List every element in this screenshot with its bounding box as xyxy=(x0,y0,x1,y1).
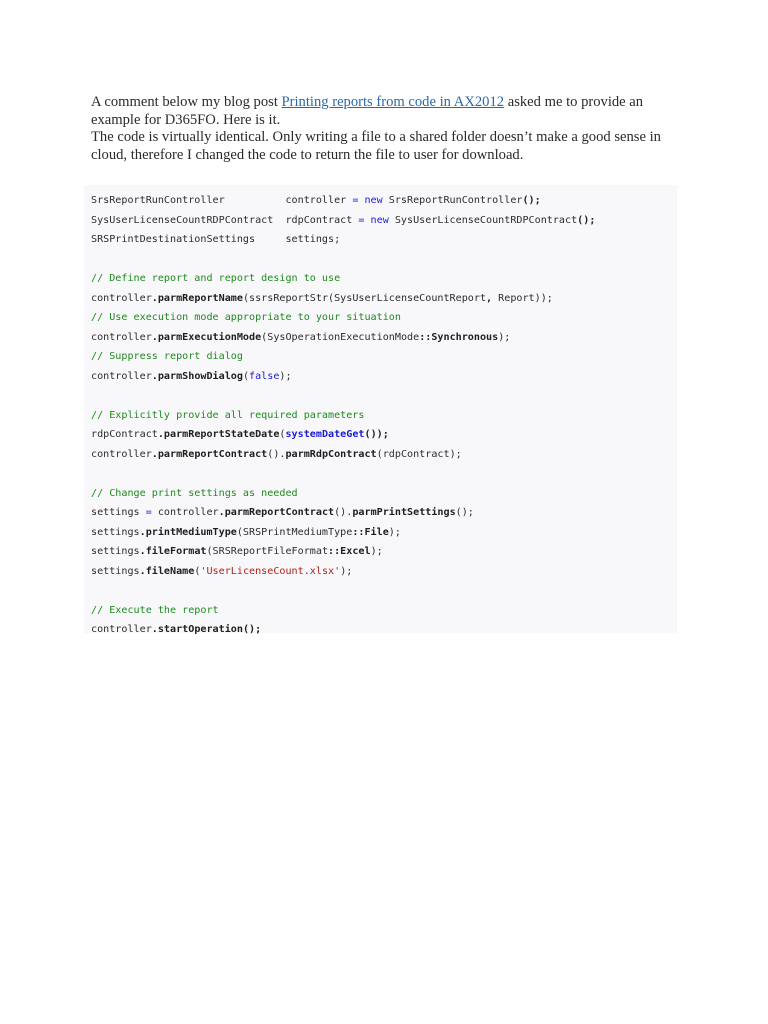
code-token: (SysOperationExecutionMode xyxy=(261,331,420,343)
code-token: ); xyxy=(279,370,292,382)
code-token: SrsReportRunController controller xyxy=(91,195,353,206)
code-comment: // Suppress report dialog xyxy=(91,351,243,362)
code-block xyxy=(84,185,677,633)
code-blank-line xyxy=(91,250,677,270)
code-keyword: new xyxy=(364,195,383,206)
code-line xyxy=(91,211,677,231)
code-method: .startOperation xyxy=(151,624,243,635)
code-token: controller xyxy=(91,448,152,460)
code-line xyxy=(91,328,677,348)
code-token: controller xyxy=(91,624,152,635)
code-token: ::File xyxy=(352,526,389,538)
code-operator: = xyxy=(352,195,359,206)
code-token: (); xyxy=(455,507,474,518)
code-token: (); xyxy=(242,624,262,635)
code-line xyxy=(91,425,677,445)
code-blank-line xyxy=(91,581,677,601)
code-line xyxy=(91,367,677,387)
code-token: ( xyxy=(194,565,201,577)
code-line xyxy=(91,562,677,582)
code-token: controller xyxy=(91,292,152,304)
code-method: .parmReportContract xyxy=(151,448,268,460)
code-token: (); xyxy=(522,195,541,206)
code-method: .parmShowDialog xyxy=(151,370,243,382)
intro-paragraph-1 xyxy=(91,94,681,129)
code-operator: = xyxy=(145,507,152,518)
code-line xyxy=(91,503,677,523)
code-method: parmRdpContract xyxy=(285,448,377,460)
code-token: ()); xyxy=(364,429,389,440)
code-method: .parmReportName xyxy=(151,292,243,304)
code-token: settings xyxy=(91,526,140,538)
code-blank-line xyxy=(91,464,677,484)
intro-text xyxy=(91,94,681,164)
code-token: rdpContract xyxy=(91,429,158,440)
code-token: (SRSPrintMediumType xyxy=(236,526,353,538)
intro-text-before-link: A comment below my blog post xyxy=(91,94,282,110)
code-token: (rdpContract); xyxy=(376,448,462,460)
code-comment: // Use execution mode appropriate to your situation xyxy=(91,312,401,323)
code-token: (). xyxy=(267,448,286,460)
code-comment: // Define report and report design to use xyxy=(91,273,341,284)
code-token: (). xyxy=(334,507,353,518)
code-token: ::Synchronous xyxy=(419,331,499,343)
code-token: controller xyxy=(91,370,152,382)
intro-paragraph-2: The code is virtually identical. Only writing a file to a shared folder doesn’t make a good sense in cloud, therefore I changed the code to return the file to user for download. xyxy=(91,129,661,163)
code-token: ::Excel xyxy=(328,546,371,557)
code-blank-line xyxy=(91,386,677,406)
code-method: .parmReportContract xyxy=(218,507,335,518)
code-token: ); xyxy=(340,565,353,577)
code-comment: // Execute the report xyxy=(91,604,219,616)
code-token: controller xyxy=(151,507,219,518)
code-method: .parmExecutionMode xyxy=(151,331,262,343)
code-keyword: false xyxy=(249,370,280,382)
code-token: (SRSReportFileFormat xyxy=(206,546,329,557)
code-operator: = xyxy=(358,214,365,226)
code-line xyxy=(91,445,677,465)
code-line xyxy=(91,523,677,543)
code-string: 'UserLicenseCount.xlsx' xyxy=(200,565,341,577)
code-line xyxy=(91,289,677,309)
code-line xyxy=(91,620,677,640)
code-comment: // Change print settings as needed xyxy=(91,487,298,499)
code-method: .fileName xyxy=(139,565,195,577)
code-token: SysUserLicenseCountRDPContract xyxy=(388,214,578,226)
code-method: parmPrintSettings xyxy=(352,507,456,518)
code-keyword: systemDateGet xyxy=(285,429,365,440)
code-method: .printMediumType xyxy=(139,526,237,538)
code-token: ); xyxy=(388,526,401,538)
code-token: (ssrsReportStr(SysUserLicenseCountReport xyxy=(242,292,487,304)
code-token: settings xyxy=(91,565,140,577)
code-token: ); xyxy=(498,331,511,343)
code-token: settings xyxy=(91,546,140,557)
code-token: Report)); xyxy=(492,292,553,304)
code-token: settings xyxy=(91,507,146,518)
code-token: SysUserLicenseCountRDPContract rdpContract xyxy=(91,214,359,226)
code-token: ); xyxy=(370,546,383,557)
blog-post-link[interactable]: Printing reports from code in AX2012 xyxy=(281,94,505,110)
code-token: controller xyxy=(91,331,152,343)
code-line xyxy=(91,542,677,562)
code-token: ( xyxy=(279,429,286,440)
code-line: SRSPrintDestinationSettings settings; xyxy=(91,234,341,245)
code-comment: // Explicitly provide all required parameters xyxy=(91,409,365,421)
intro-text-after-link: asked me to provide an example for D365FO. Here is it. xyxy=(91,94,644,128)
code-token: SrsReportRunController xyxy=(382,195,523,206)
code-method: .parmReportStateDate xyxy=(157,429,280,440)
code-keyword: new xyxy=(370,214,389,226)
code-token: ( xyxy=(242,370,250,382)
code-token: , xyxy=(486,292,493,304)
code-token: (); xyxy=(577,214,596,226)
code-method: .fileFormat xyxy=(139,546,207,557)
code-line xyxy=(91,191,677,211)
